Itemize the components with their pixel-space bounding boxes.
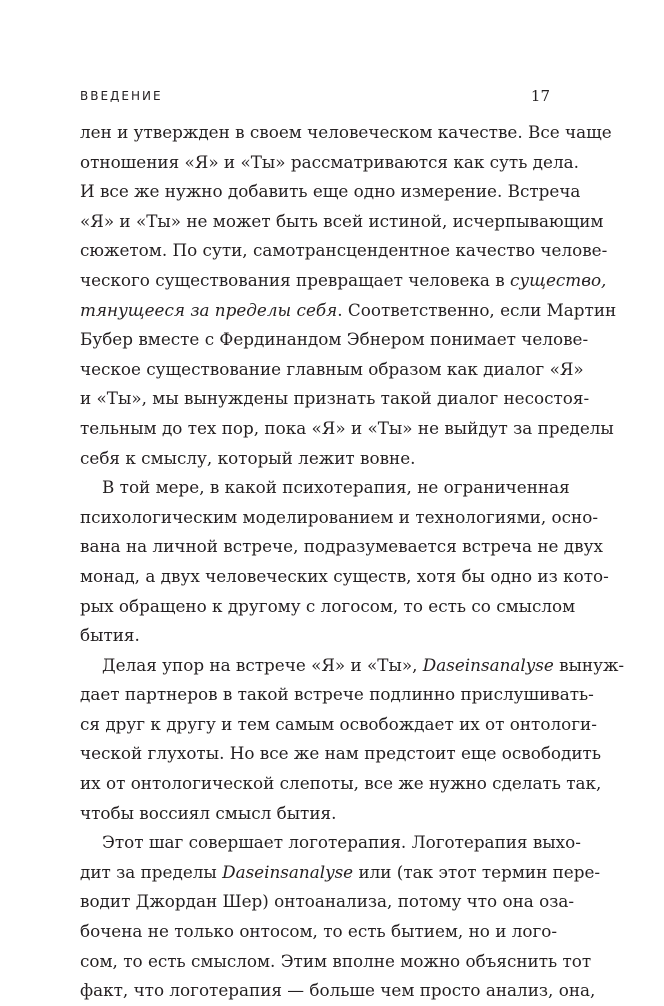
text-line: водит Джордан Шер) онтоанализа, потому что она оза- — [80, 891, 575, 912]
text-run: дит за пределы — [80, 861, 223, 882]
text-line: их от онтологической слепоты, все же нужно сделать так, — [80, 773, 602, 794]
text-line: психологическим моделированием и технологиями, осно- — [80, 506, 598, 527]
italic-run: Daseinsanalyse — [222, 861, 354, 882]
italic-run: тянущееся за пределы себя — [80, 299, 338, 320]
paragraph — [80, 473, 609, 651]
paragraph — [80, 118, 617, 473]
text-run: Делая упор на встрече «Я» и «Ты», — [102, 654, 423, 675]
text-line: сюжетом. По сути, самотрансцендентное качество челове- — [80, 240, 608, 261]
italic-run: существо, — [510, 269, 607, 290]
text-line: бочена не только онтосом, то есть бытием, но и лого- — [80, 921, 558, 942]
text-line: Этот шаг совершает логотерапия. Логотерапия выхо- — [102, 832, 581, 853]
paragraph — [80, 828, 601, 1006]
text-line: рых обращено к другому с логосом, то есть со смыслом — [80, 595, 576, 616]
text-line: и «Ты», мы вынуждены признать такой диалог несостоя- — [80, 388, 590, 409]
text-line: ся друг к другу и тем самым освобождает их от онтологи- — [80, 713, 597, 734]
page-number: 17 — [530, 87, 550, 105]
text-line: дает партнеров в такой встрече подлинно прислушивать- — [80, 684, 594, 705]
text-line: ческой глухоты. Но все же нам предстоит еще освободить — [80, 743, 601, 764]
text-line: отношения «Я» и «Ты» рассматриваются как суть дела. — [80, 151, 579, 172]
body-text — [80, 118, 625, 1006]
text-line: «Я» и «Ты» не может быть всей истиной, исчерпывающим — [80, 210, 604, 231]
text-line: себя к смыслу, который лежит вовне. — [80, 447, 416, 468]
italic-run: Daseinsanalyse — [422, 654, 554, 675]
text-run: или (так этот термин пере- — [353, 861, 601, 882]
text-line: сом, то есть смыслом. Этим вполне можно объяснить тот — [80, 950, 592, 971]
text-line: ческое существование главным образом как диалог «Я» — [80, 358, 584, 379]
text-line: В той мере, в какой психотерапия, не ограниченная — [102, 477, 570, 498]
text-line: И все же нужно добавить еще одно измерение. Встреча — [80, 181, 581, 202]
text-line: факт, что логотерапия — больше чем просто анализ, она, — [80, 980, 596, 1001]
text-line — [80, 266, 607, 296]
text-run: вынуж- — [553, 654, 625, 675]
text-line: вана на личной встрече, подразумевается встреча не двух — [80, 536, 603, 557]
section-title: ВВЕДЕНИЕ — [80, 89, 163, 103]
text-line: монад, а двух человеческих существ, хотя бы одно из кото- — [80, 565, 609, 586]
text-line: бытия. — [80, 625, 140, 646]
text-line — [80, 296, 617, 326]
running-head — [80, 86, 550, 106]
text-line — [80, 858, 601, 888]
text-line: Бубер вместе с Фердинандом Эбнером понимает челове- — [80, 329, 589, 350]
text-line: чтобы воссиял смысл бытия. — [80, 802, 337, 823]
text-line — [80, 651, 625, 681]
text-line: тельным до тех пор, пока «Я» и «Ты» не выйдут за пределы — [80, 417, 614, 438]
text-line: лен и утвержден в своем человеческом качестве. Все чаще — [80, 122, 612, 142]
text-run: . Соответственно, если Мартин — [337, 299, 617, 320]
paragraph — [80, 651, 625, 829]
text-run: ческого существования превращает человека в — [80, 269, 511, 290]
